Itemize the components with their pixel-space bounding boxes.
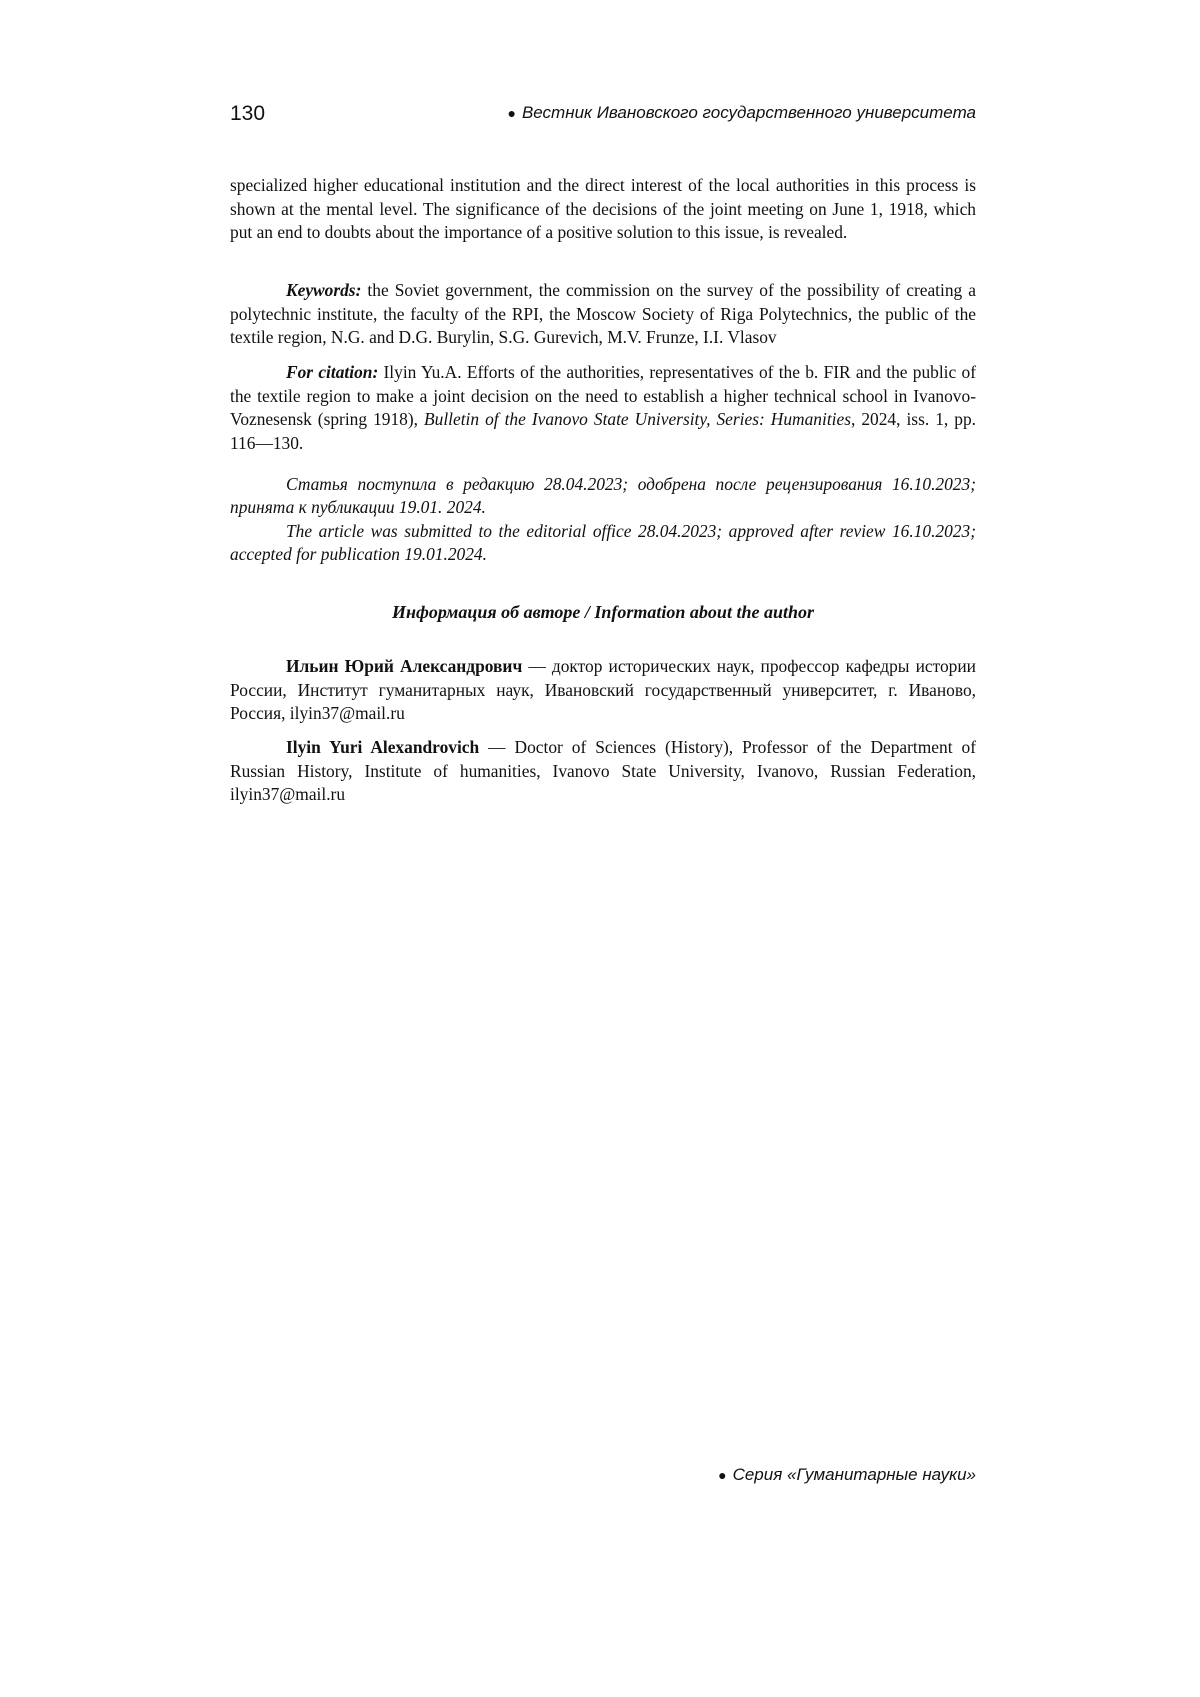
author-info-english	[230, 736, 976, 806]
footer-bullet-icon: ●	[718, 1467, 727, 1483]
author-info-russian	[230, 655, 976, 725]
keywords-text: the Soviet government, the commission on the survey of the possibility of creating a polytechnic institute, the faculty of the RPI, the Moscow Society of Riga Polytechnics, the public of the textile region, N.G. and D.G. Burylin, S.G. Gurevich, M.V. Frunze, I.I. Vlasov	[230, 280, 976, 348]
author-name-english: Ilyin Yuri Alexandrovich	[286, 737, 480, 758]
citation-journal: Bulletin of the Ivanovo State University, Series: Humanities	[424, 409, 851, 430]
author-info-heading: Информация об авторе / Information about the author	[392, 602, 814, 622]
running-header	[230, 100, 976, 130]
series-name: Серия «Гуманитарные науки»	[732, 1465, 976, 1484]
bullet-icon: ●	[507, 105, 516, 121]
author-name-russian: Ильин Юрий Александрович	[286, 656, 523, 677]
abstract-continuation: specialized higher educational institution and the direct interest of the local authorities in this process is shown at the mental level. The significance of the decisions of the joint meeting on June 1, 1918, which put an end to doubts about the importance of a positive solution to this issue, is revealed.	[230, 175, 976, 243]
citation-tail: , 2024, iss. 1, pp. 116—130.	[230, 409, 976, 453]
author-details-english: — Doctor of Sciences (History), Professor of the Department of Russian History, Institute of humanities, Ivanovo State University, Ivanovo, Russian Federation, ilyin37@mail.ru	[230, 737, 976, 805]
keywords-label: Keywords:	[286, 280, 362, 301]
page-number: 130	[230, 102, 266, 125]
dates-russian: Статья поступила в редакцию 28.04.2023; одобрена после рецензирования 16.10.2023; принята к публикации 19.01. 2024.	[230, 474, 976, 518]
journal-name: Вестник Ивановского государственного университета	[521, 103, 976, 122]
document-page	[230, 0, 976, 1697]
journal-title	[507, 103, 976, 123]
citation-paragraph	[230, 361, 976, 455]
author-details-russian: — доктор исторических наук, профессор кафедры истории России, Институт гуманитарных наук, Ивановский государственный университет, г. Иваново, Россия, ilyin37@mail.ru	[230, 656, 976, 724]
dates-english: The article was submitted to the editorial office 28.04.2023; approved after review 16.10.2023; accepted for publication 19.01.2024.	[230, 520, 976, 565]
running-footer	[718, 1465, 976, 1485]
keywords-paragraph	[230, 279, 976, 349]
citation-text: Ilyin Yu.A. Efforts of the authorities, representatives of the b. FIR and the public of the textile region to make a joint decision on the need to establish a higher technical school in Ivanovo-Voznesensk (spring 1918),	[230, 362, 976, 430]
citation-label: For citation:	[286, 362, 379, 383]
submission-dates	[230, 473, 976, 567]
